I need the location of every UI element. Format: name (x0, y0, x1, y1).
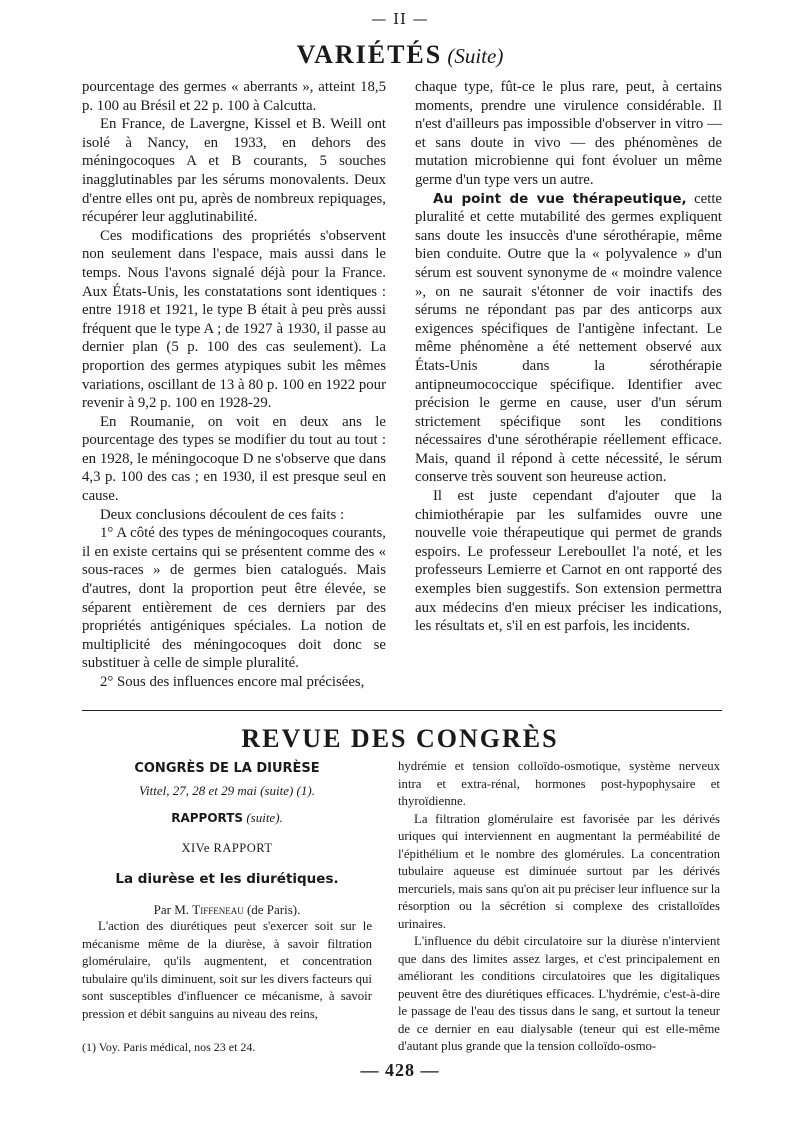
paragraph-text: cette pluralité et cette mutabilité des germes expliquent sans doute les insuccès d'une sérothérapie, même bien conduite. Outre que la « polyvalence » d'un sérum est souvent synonyme de « moindre valence », on ne saurait s'étonner de voir inactifs des sérums ne répondant pas par des anticorps aux exigences spécifiques de l'antigène infectant. Le même phénomène a été nettement observé aux États-Unis dans la sérothérapie antipneumococcique spécifique. Identifier avec précision le germe en cause, user d'un sérum strictement spécifique sont les conditions nécessaires d'une sérothérapie réellement efficace. Mais, quand il répond à cette nécessité, le sérum conserve très souvent son heureuse action. (415, 190, 722, 486)
page-roman-number: — II — (371, 10, 429, 28)
revue-title: REVUE DES CONGRÈS (241, 724, 559, 753)
congres-right-column (398, 758, 720, 1056)
paragraph: hydrémie et tension colloïdo-osmotique, système nerveux intra et extra-rénal, hormones post-hypophysaire et thyroïdienne. (398, 759, 720, 808)
paragraph: Ces modifications des propriétés s'observent non seulement dans l'espace, mais aussi dans le temps. Nous l'avons signalé déjà pour la France. Aux États-Unis, les constatations sont identiques : entre 1918 et 1921, le type B était à peu près aussi fréquent que le type A ; de 1927 à 1930, il passe au dernier plan (5 p. 100 des cas seulement). La proportion des germes atypiques subit les mêmes variations, oscillant de 13 à 80 p. 100 en 1922 pour revenir à 9,2 p. 100 en 1928-29. (82, 227, 386, 412)
author-name: Tiffeneau (192, 901, 244, 917)
author-place: (de Paris). (246, 901, 301, 917)
rapports-label: RAPPORTS (171, 811, 244, 825)
paragraph: Deux conclusions découlent de ces faits : (100, 506, 345, 523)
congres-title: CONGRÈS DE LA DIURÈSE (134, 761, 320, 776)
paragraph: Il est juste cependant d'ajouter que la chimiothérapie par les sulfamides ouvre une nouvelle voie thérapeutique qui permet de grands espoirs. Le professeur Lereboullet l'a noté, et les professeurs Lemierre et Carnot en ont rapporté des exemples bien suggestifs. Son extension permettra aux médecins d'en mieux préciser les indications, les résultats et, s'il en est parfois, les incidents. (415, 488, 722, 635)
section-title-suite: (Suite) (447, 44, 504, 68)
paragraph: pourcentage des germes « aberrants », atteint 18,5 p. 100 au Brésil et 22 p. 100 à Calcutta. (82, 79, 386, 114)
page-number: — 428 — (360, 1060, 440, 1080)
varietes-right-column (415, 78, 722, 636)
varietes-left-column (82, 78, 386, 692)
rapports-heading (82, 809, 372, 828)
paragraph: 1° A côté des types de méningocoques courants, il en existe certains qui se présentent comme des « sous-races » de germes bien catalogués. Mais d'autres, dont la proportion peut être élevée, se séparent entièrement de ces derniers par des propriétés antigéniques spéciales. La notion de multiplicité des méningocoques doit donc se substituer à celle de simple pluralité. (82, 525, 386, 672)
congres-left-column (82, 758, 372, 1023)
rapports-suite: (suite). (246, 810, 283, 825)
paragraph: En Roumanie, on voit en deux ans le pourcentage des types se modifier du tout au tout : en 1928, le méningocoque D ne s'observe que dans 4,3 p. 100 des cas ; en 1930, il est presque seul en cause. (82, 413, 386, 505)
article-title: La diurèse et les diurétiques. (115, 871, 339, 887)
rapport-number: XIVe RAPPORT (181, 840, 273, 855)
paragraph: La filtration glomérulaire est favorisée par les dérivés uriques qui interviennent en augmentant la perméabilité de l'épithélium et le nombre des glomérules. La concentration tubulaire aqueuse est diminuée surtout par les dérivés mercuriels, mais sans qu'on ait pu préciser leur influence sur la résorption ou la sécrétion si complexe des cristalloïdes urinaires. (398, 811, 720, 931)
paragraph: L'action des diurétiques peut s'exercer soit sur le mécanisme même de la diurèse, à savoir filtration glomérulaire, qu'ils augmentent, et concentration tubulaire qu'ils diminuent, soit sur les divers facteurs qui sont susceptibles d'influencer ce mécanisme, à savoir pression et débit sanguins au niveau des reins, (82, 919, 372, 1021)
footnote: (1) Voy. Paris médical, nos 23 et 24. (82, 1040, 256, 1054)
section-divider (82, 710, 722, 711)
paragraph: 2° Sous des influences encore mal précisées, (100, 674, 365, 690)
paragraph (415, 190, 722, 488)
therapeutic-heading: Au point de vue thérapeutique, (433, 190, 687, 207)
paragraph: L'influence du débit circulatoire sur la diurèse n'intervient que dans des limites assez larges, et c'est principalement en améliorant les conditions circulatoires que les digitaliques peuvent être des diurétiques efficaces. L'hydrémie, c'est-à-dire le passage de l'eau des tissus dans le sang, et surtout la teneur de ce dernier en eau dialysable (teneur qui est elle-même d'autant plus grande que la tension colloïdo-osmo- (398, 934, 720, 1053)
paragraph: En France, de Lavergne, Kissel et B. Weill ont isolé à Nancy, en 1933, en dehors des méningocoques A et B courants, 5 souches inagglutinables par les sérums monovalents. Deux d'entre elles ont pu, après de nombreux repiquages, récupérer leur agglutinabilité. (82, 116, 386, 226)
section-title (0, 40, 800, 70)
paragraph: chaque type, fût-ce le plus rare, peut, à certains moments, prendre une virulence considérable. Il n'est d'ailleurs pas impossible d'observer in vitro — et sans doute in vivo — des phénomènes de mutation microbienne qui font évoluer un même germe d'un type vers un autre. (415, 79, 722, 188)
congres-date: Vittel, 27, 28 et 29 mai (suite) (1). (139, 782, 315, 798)
section-title-main: VARIÉTÉS (296, 40, 443, 69)
author-line (82, 901, 372, 919)
author-prefix: Par M. (153, 901, 189, 917)
